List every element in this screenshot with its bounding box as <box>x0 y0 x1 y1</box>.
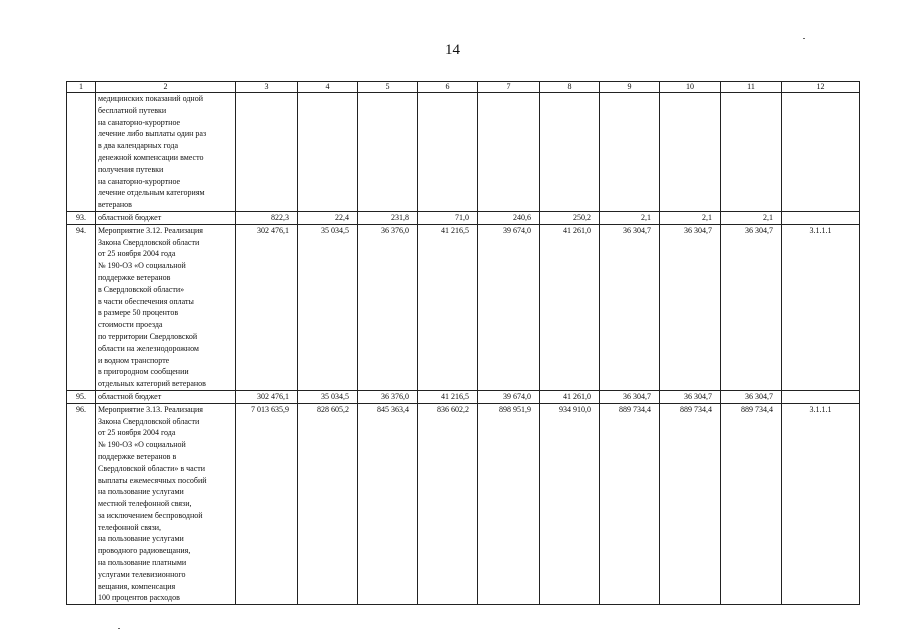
description-line: от 25 ноября 2004 года <box>98 428 176 438</box>
value-cell <box>600 93 660 212</box>
description-line: Закона Свердловской области <box>98 416 200 426</box>
column-header: 4 <box>298 82 358 93</box>
row-number <box>67 93 96 212</box>
value-cell: 35 034,5 <box>298 390 358 403</box>
table-row <box>67 211 860 224</box>
column-header: 7 <box>478 82 540 93</box>
description-line: областной бюджет <box>98 212 162 222</box>
column-header: 10 <box>660 82 721 93</box>
value-cell: 35 034,5 <box>298 224 358 390</box>
description-line: за исключением беспроводной <box>98 510 203 520</box>
row-number: 95. <box>67 390 96 403</box>
description-line: Закона Свердловской области <box>98 237 200 247</box>
description-line: поддержке ветеранов в <box>98 451 177 461</box>
description-line: на санаторно-курортное <box>98 176 181 186</box>
target-code <box>782 390 860 403</box>
value-cell <box>418 93 478 212</box>
column-header: 6 <box>418 82 478 93</box>
description-line: денежной компенсации вместо <box>98 152 204 162</box>
row-number: 93. <box>67 211 96 224</box>
description-line: бесплатной путевки <box>98 105 167 115</box>
value-cell: 36 304,7 <box>660 390 721 403</box>
column-header: 1 <box>67 82 96 93</box>
value-cell <box>236 93 298 212</box>
value-cell: 836 602,2 <box>418 403 478 605</box>
value-cell: 822,3 <box>236 211 298 224</box>
value-cell: 889 734,4 <box>600 403 660 605</box>
value-cell: 231,8 <box>358 211 418 224</box>
value-cell: 302 476,1 <box>236 224 298 390</box>
value-cell <box>478 93 540 212</box>
value-cell <box>540 93 600 212</box>
description-line: Свердловской области» в части <box>98 463 206 473</box>
value-cell: 36 304,7 <box>600 390 660 403</box>
description-line: № 190-ОЗ «О социальной <box>98 261 186 271</box>
page-number: 14 <box>445 42 460 58</box>
description-line: телефонной связи, <box>98 522 162 532</box>
description-line: выплаты ежемесячных пособий <box>98 475 207 485</box>
description-line: проводного радиовещания, <box>98 546 191 556</box>
description-line: на санаторно-курортное <box>98 117 181 127</box>
row-description <box>96 211 236 224</box>
description-line: областной бюджет <box>98 391 162 401</box>
value-cell: 39 674,0 <box>478 224 540 390</box>
description-line: отдельных категорий ветеранов <box>98 379 206 389</box>
table-row <box>67 93 860 212</box>
description-line: от 25 ноября 2004 года <box>98 249 176 259</box>
row-number: 94. <box>67 224 96 390</box>
description-line: в два календарных года <box>98 141 179 151</box>
value-cell: 889 734,4 <box>721 403 782 605</box>
value-cell <box>298 93 358 212</box>
column-header: 3 <box>236 82 298 93</box>
description-line: в Свердловской области» <box>98 284 185 294</box>
row-number: 96. <box>67 403 96 605</box>
value-cell: 36 304,7 <box>721 224 782 390</box>
description-line: в размере 50 процентов <box>98 308 179 318</box>
description-line: по территории Свердловской <box>98 331 198 341</box>
description-line: в пригородном сообщении <box>98 367 189 377</box>
value-cell: 41 216,5 <box>418 224 478 390</box>
scan-speck <box>803 38 805 39</box>
column-header: 8 <box>540 82 600 93</box>
value-cell: 41 261,0 <box>540 224 600 390</box>
value-cell: 250,2 <box>540 211 600 224</box>
description-line: поддержке ветеранов <box>98 272 171 282</box>
description-line: услугами телевизионного <box>98 569 186 579</box>
description-line: и водном транспорте <box>98 355 170 365</box>
row-description <box>96 390 236 403</box>
value-cell: 898 951,9 <box>478 403 540 605</box>
target-code <box>782 93 860 212</box>
target-code <box>782 211 860 224</box>
description-line: области на железнодорожном <box>98 343 199 353</box>
value-cell: 2,1 <box>721 211 782 224</box>
column-header: 11 <box>721 82 782 93</box>
value-cell <box>660 93 721 212</box>
description-line: стоимости проезда <box>98 320 163 330</box>
scan-speck <box>118 628 120 629</box>
description-line: на пользование услугами <box>98 487 184 497</box>
target-code: 3.1.1.1 <box>782 224 860 390</box>
description-line: 100 процентов расходов <box>98 593 180 603</box>
table-row <box>67 390 860 403</box>
column-header: 12 <box>782 82 860 93</box>
value-cell: 2,1 <box>660 211 721 224</box>
table-row <box>67 224 860 390</box>
column-header: 2 <box>96 82 236 93</box>
description-line: на пользование услугами <box>98 534 184 544</box>
description-line: лечение либо выплаты один раз <box>98 129 207 139</box>
value-cell: 934 910,0 <box>540 403 600 605</box>
description-line: лечение отдельным категориям <box>98 188 205 198</box>
value-cell <box>358 93 418 212</box>
description-line: № 190-ОЗ «О социальной <box>98 440 186 450</box>
value-cell: 240,6 <box>478 211 540 224</box>
value-cell: 302 476,1 <box>236 390 298 403</box>
column-header: 9 <box>600 82 660 93</box>
value-cell: 71,0 <box>418 211 478 224</box>
description-line: Мероприятие 3.12. Реализация <box>98 225 203 235</box>
value-cell: 889 734,4 <box>660 403 721 605</box>
value-cell: 36 376,0 <box>358 390 418 403</box>
description-line: вещания, компенсация <box>98 581 176 591</box>
table-header-row <box>67 82 860 93</box>
value-cell: 41 261,0 <box>540 390 600 403</box>
description-line: получения путевки <box>98 164 164 174</box>
column-header: 5 <box>358 82 418 93</box>
row-description <box>96 224 236 390</box>
value-cell: 39 674,0 <box>478 390 540 403</box>
value-cell: 845 363,4 <box>358 403 418 605</box>
value-cell: 22,4 <box>298 211 358 224</box>
description-line: Мероприятие 3.13. Реализация <box>98 404 203 414</box>
description-line: ветеранов <box>98 200 132 210</box>
value-cell <box>721 93 782 212</box>
value-cell: 36 304,7 <box>660 224 721 390</box>
value-cell: 41 216,5 <box>418 390 478 403</box>
value-cell: 36 376,0 <box>358 224 418 390</box>
value-cell: 828 605,2 <box>298 403 358 605</box>
description-line: местной телефонной связи, <box>98 499 192 509</box>
description-line: в части обеспечения оплаты <box>98 296 194 306</box>
target-code: 3.1.1.1 <box>782 403 860 605</box>
table-row <box>67 403 860 605</box>
value-cell: 2,1 <box>600 211 660 224</box>
value-cell: 36 304,7 <box>600 224 660 390</box>
description-line: медицинских показаний одной <box>98 94 203 103</box>
budget-table <box>66 81 860 605</box>
row-description <box>96 403 236 605</box>
value-cell: 7 013 635,9 <box>236 403 298 605</box>
description-line: на пользование платными <box>98 558 187 568</box>
row-description <box>96 93 236 212</box>
value-cell: 36 304,7 <box>721 390 782 403</box>
